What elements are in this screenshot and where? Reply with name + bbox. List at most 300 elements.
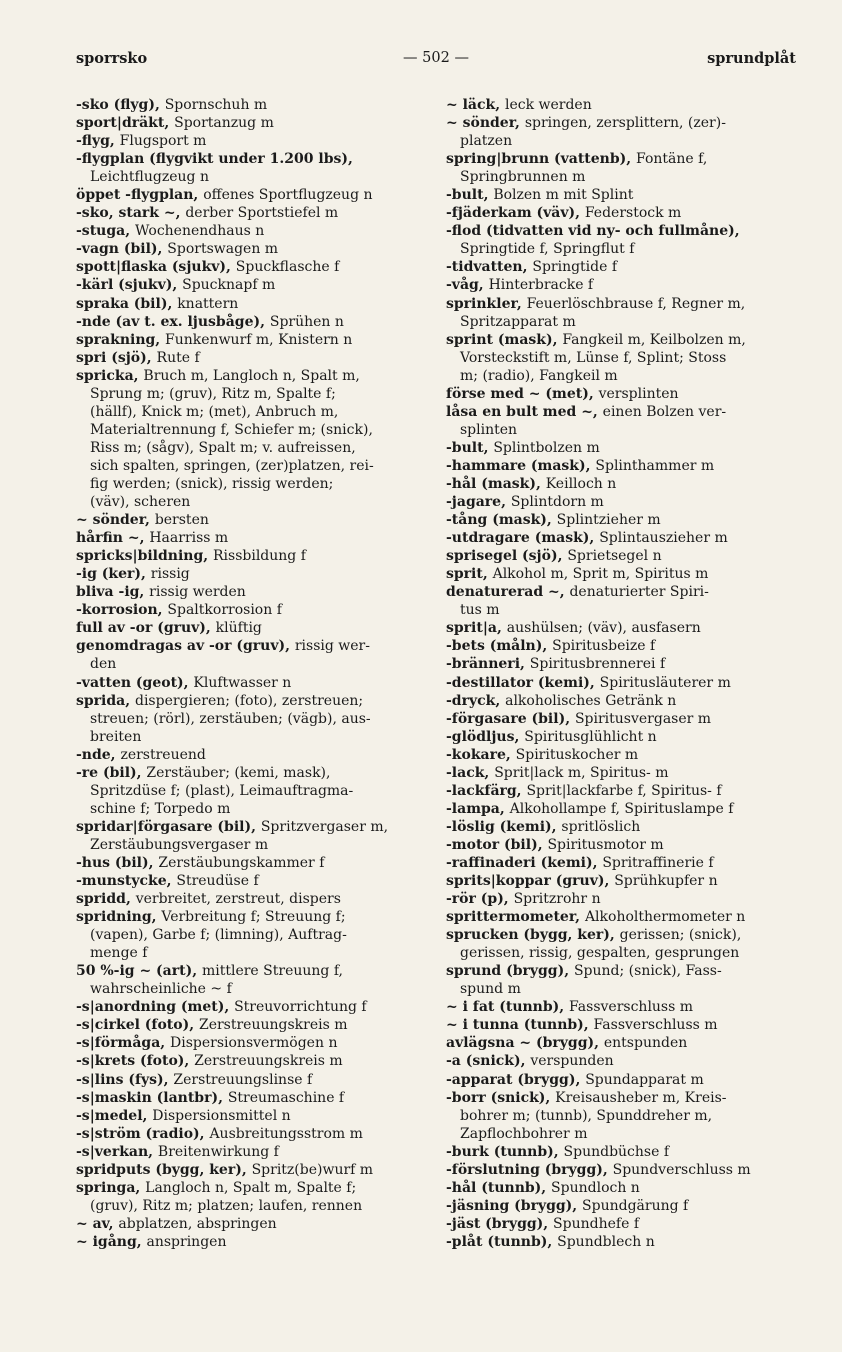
dictionary-line <box>76 168 416 186</box>
translation: splinten <box>460 421 518 438</box>
translation: Sportswagen m <box>167 241 279 258</box>
headword: -fjäderkam (väv), <box>446 205 585 222</box>
translation: Dispersionsmittel n <box>152 1107 291 1124</box>
translation: Zerstäubungsvergaser m <box>90 836 269 853</box>
headword: spri (sjö), <box>76 349 157 366</box>
translation: Wochenendhaus n <box>134 223 265 240</box>
translation: klüftig <box>215 620 262 637</box>
dictionary-line <box>446 331 796 349</box>
headword: ~ läck, <box>446 97 505 113</box>
translation: Sprit|lack m, Spiritus- m <box>494 764 669 781</box>
translation: fig werden; (snick), rissig werden; <box>90 475 334 492</box>
dictionary-line <box>446 674 796 692</box>
headword: sprint (mask), <box>446 331 563 348</box>
headword: -s|krets (foto), <box>76 1053 195 1070</box>
translation: Spund; (snick), Fass- <box>573 963 722 980</box>
translation: Spiritusmotor m <box>547 836 664 853</box>
translation: Haarriss m <box>149 530 229 547</box>
translation: Keilloch n <box>545 475 617 492</box>
translation: Leichtflugzeug n <box>90 169 209 186</box>
headword: -s|lins (fys), <box>76 1071 174 1088</box>
translation: rissig werden <box>149 584 246 601</box>
left-column <box>76 96 416 1251</box>
translation: Riss m; (sågv), Spalt m; v. aufreissen, <box>90 439 356 456</box>
dictionary-line <box>76 782 416 800</box>
headword: -flygplan (flygvikt under 1.200 lbs), <box>76 151 353 168</box>
dictionary-line <box>76 439 416 457</box>
translation: Alkohol m, Sprit m, Spiritus m <box>492 566 709 583</box>
dictionary-line <box>446 96 796 114</box>
translation: Verbreitung f; Streuung f; <box>161 909 346 926</box>
dictionary-line <box>446 1215 796 1233</box>
translation: Spiritusvergaser m <box>574 710 712 727</box>
headword: -munstycke, <box>76 873 177 890</box>
headword: sport|dräkt, <box>76 115 175 132</box>
translation: entspunden <box>603 1035 688 1052</box>
dictionary-line <box>446 1071 796 1089</box>
translation: Alkohollampe f, Spirituslampe f <box>509 800 734 817</box>
translation: Spiritusbrennerei f <box>529 656 666 673</box>
dictionary-line <box>446 601 796 619</box>
translation: schine f; Torpedo m <box>90 800 231 817</box>
dictionary-line <box>446 168 796 186</box>
dictionary-line <box>446 276 796 294</box>
translation: offenes Sportflugzeug n <box>203 187 373 204</box>
dictionary-line <box>446 295 796 313</box>
translation: menge f <box>90 945 148 962</box>
dictionary-line <box>76 240 416 258</box>
translation: Zerstreuungskreis m <box>194 1053 343 1070</box>
headword: -löslig (kemi), <box>446 818 562 835</box>
headword: -tång (mask), <box>446 512 557 529</box>
headword: -bult, <box>446 187 494 204</box>
dictionary-line <box>76 96 416 114</box>
translation: Langloch n, Spalt m, Spalte f; <box>145 1179 357 1196</box>
translation: Splintdorn m <box>510 494 604 511</box>
translation: Fangkeil m, Keilbolzen m, <box>562 331 746 348</box>
translation: Splintbolzen m <box>493 439 600 456</box>
headword: ~ sönder, <box>76 512 155 529</box>
headword: ~ i fat (tunnb), <box>446 999 570 1016</box>
headword: -s|medel, <box>76 1107 153 1124</box>
translation: bersten <box>154 512 209 529</box>
translation: gerissen; (snick), <box>619 927 742 944</box>
translation: Kreisausheber m, Kreis- <box>555 1089 727 1106</box>
translation: Sprietsegel n <box>567 548 662 565</box>
translation: Spundbüchse f <box>563 1143 670 1160</box>
translation: Spundloch n <box>551 1179 640 1196</box>
headword: spridd, <box>76 891 136 908</box>
dictionary-line <box>76 926 416 944</box>
dictionary-line <box>446 313 796 331</box>
dictionary-line <box>446 493 796 511</box>
dictionary-line <box>76 800 416 818</box>
dictionary-line <box>446 692 796 710</box>
dictionary-line <box>76 349 416 367</box>
translation: Ausbreitungsstrom m <box>209 1125 363 1142</box>
headword: -flod (tidvatten vid ny- och fullmåne), <box>446 223 740 240</box>
dictionary-line <box>76 132 416 150</box>
dictionary-line <box>76 1215 416 1233</box>
translation: gerissen, rissig, gespalten, gesprungen <box>460 945 740 962</box>
dictionary-line <box>446 367 796 385</box>
dictionary-line <box>446 854 796 872</box>
translation: Streudüse f <box>176 873 259 890</box>
translation: spund m <box>460 981 521 998</box>
translation: den <box>90 656 117 673</box>
headword: -lampa, <box>446 800 510 817</box>
headword: hårfin ~, <box>76 530 150 547</box>
translation: leck werden <box>504 97 592 113</box>
headword: -jäst (brygg), <box>446 1215 554 1232</box>
headword: genomdragas av -or (gruv), <box>76 638 295 655</box>
headword: spraka (bil), <box>76 295 178 312</box>
headword: -bets (måln), <box>446 638 553 655</box>
translation: tus m <box>460 602 500 619</box>
translation: verspunden <box>530 1053 614 1070</box>
translation: Zapflochbohrer m <box>460 1125 588 1142</box>
translation: Zerstreuungslinse f <box>173 1071 313 1088</box>
headword: sprittermometer, <box>446 909 585 926</box>
dictionary-line <box>446 457 796 475</box>
headword: -s|anordning (met), <box>76 999 235 1016</box>
dictionary-line <box>76 1089 416 1107</box>
headword: -bult, <box>446 439 494 456</box>
dictionary-line <box>76 998 416 1016</box>
translation: Spiritusbeize f <box>552 638 656 655</box>
headword: -bränneri, <box>446 656 530 673</box>
dictionary-line <box>446 1016 796 1034</box>
dictionary-line <box>446 403 796 421</box>
translation: Federstock m <box>584 205 682 222</box>
headword: spricks|bildning, <box>76 548 213 565</box>
dictionary-line <box>446 1052 796 1070</box>
header-right-guideword: sprundplåt <box>707 50 796 67</box>
headword: öppet -flygplan, <box>76 187 204 204</box>
translation: m; (radio), Fangkeil m <box>460 367 618 384</box>
headword: spridning, <box>76 909 162 926</box>
translation: abplatzen, abspringen <box>118 1215 277 1232</box>
dictionary-line <box>76 295 416 313</box>
dictionary-line <box>446 547 796 565</box>
dictionary-line <box>76 872 416 890</box>
dictionary-line <box>446 529 796 547</box>
dictionary-line <box>76 529 416 547</box>
translation: wahrscheinliche ~ f <box>90 981 232 998</box>
headword: -hus (bil), <box>76 854 159 871</box>
headword: -tidvatten, <box>446 259 533 276</box>
dictionary-line <box>446 222 796 240</box>
translation: zerstreuend <box>120 746 206 763</box>
dictionary-line <box>76 854 416 872</box>
dictionary-line <box>76 1125 416 1143</box>
translation: spritlöslich <box>561 818 641 835</box>
translation: Spundverschluss m <box>612 1161 751 1178</box>
translation: Breitenwirkung f <box>157 1143 279 1160</box>
headword: -våg, <box>446 277 489 294</box>
dictionary-line <box>446 619 796 637</box>
dictionary-line <box>446 872 796 890</box>
headword: spring|brunn (vattenb), <box>446 151 637 168</box>
dictionary-line <box>76 565 416 583</box>
dictionary-line <box>76 728 416 746</box>
right-column <box>446 96 796 1251</box>
translation: Bolzen m mit Splint <box>493 187 634 204</box>
headword: spricka, <box>76 367 144 384</box>
dictionary-line <box>76 313 416 331</box>
headword: sprakning, <box>76 331 166 348</box>
headword: -raffinaderi (kemi), <box>446 854 603 871</box>
headword: förse med ~ (met), <box>446 385 599 402</box>
dictionary-line <box>76 583 416 601</box>
translation: Springtide f <box>532 259 618 276</box>
headword: -hammare (mask), <box>446 457 596 474</box>
headword: -lack, <box>446 764 495 781</box>
translation: versplinten <box>598 385 679 402</box>
dictionary-line <box>446 258 796 276</box>
translation: Streuvorrichtung f <box>234 999 367 1016</box>
translation: alkoholisches Getränk n <box>505 692 677 709</box>
translation: Splintzieher m <box>556 512 661 529</box>
dictionary-line <box>76 890 416 908</box>
headword: sprund (brygg), <box>446 963 574 980</box>
translation: Splinthammer m <box>595 457 715 474</box>
headword: -flyg, <box>76 133 120 150</box>
headword: ~ igång, <box>76 1233 147 1250</box>
dictionary-line <box>446 349 796 367</box>
page-number: — 502 — <box>403 50 469 66</box>
dictionary-line <box>76 619 416 637</box>
dictionary-line <box>446 655 796 673</box>
dictionary-line <box>446 186 796 204</box>
translation: streuen; (rörl), zerstäuben; (vägb), aus- <box>90 710 371 727</box>
headword: -destillator (kemi), <box>446 674 600 691</box>
headword: springa, <box>76 1179 146 1196</box>
translation: Spuckflasche f <box>235 259 340 276</box>
dictionary-line <box>76 222 416 240</box>
dictionary-line <box>446 1089 796 1107</box>
dictionary-line <box>76 204 416 222</box>
headword: -s|ström (radio), <box>76 1125 210 1142</box>
headword: -a (snick), <box>446 1053 531 1070</box>
translation: breiten <box>90 728 142 745</box>
headword: sprida, <box>76 692 135 709</box>
headword: låsa en bult med ~, <box>446 403 603 420</box>
translation: Sprühkupfer n <box>614 873 718 890</box>
headword: -hål (mask), <box>446 475 546 492</box>
headword: -s|verkan, <box>76 1143 158 1160</box>
page-header <box>76 50 796 72</box>
dictionary-line <box>76 114 416 132</box>
headword: ~ sönder, <box>446 115 525 132</box>
dictionary-line <box>446 728 796 746</box>
translation: springen, zersplittern, (zer)- <box>524 115 726 132</box>
dictionary-line <box>446 1179 796 1197</box>
translation: Spundhefe f <box>553 1215 639 1232</box>
translation: (väv), scheren <box>90 494 191 511</box>
dictionary-line <box>446 1107 796 1125</box>
dictionary-line <box>76 710 416 728</box>
dictionary-line <box>446 204 796 222</box>
headword: -motor (bil), <box>446 836 548 853</box>
dictionary-line <box>76 637 416 655</box>
translation: rissig <box>150 566 190 583</box>
headword: -plåt (tunnb), <box>446 1233 558 1250</box>
translation: Fontäne f, <box>636 151 708 168</box>
dictionary-line <box>76 1034 416 1052</box>
headword: sprit, <box>446 566 493 583</box>
headword: -glödljus, <box>446 728 525 745</box>
translation: Spaltkorrosion f <box>167 602 282 619</box>
headword: bliva -ig, <box>76 584 150 601</box>
translation: Spiritusläuterer m <box>599 674 731 691</box>
dictionary-line <box>446 1197 796 1215</box>
translation: einen Bolzen ver- <box>602 403 727 420</box>
dictionary-line <box>76 601 416 619</box>
translation: rissig wer- <box>294 638 370 655</box>
dictionary-line <box>76 1071 416 1089</box>
headword: -re (bil), <box>76 764 147 781</box>
dictionary-line <box>446 1143 796 1161</box>
dictionary-line <box>446 637 796 655</box>
headword: sprits|koppar (gruv), <box>446 873 615 890</box>
headword: -kärl (sjukv), <box>76 277 183 294</box>
translation: Materialtrennung f, Schiefer m; (snick), <box>90 421 373 438</box>
header-left-guideword: sporrsko <box>76 50 148 67</box>
headword: -sko (flyg), <box>76 97 165 113</box>
headword: -stuga, <box>76 223 135 240</box>
translation: Kluftwasser n <box>193 674 292 691</box>
headword: -hål (tunnb), <box>446 1179 552 1196</box>
translation: verbreitet, zerstreut, dispers <box>135 891 341 908</box>
headword: avlägsna ~ (brygg), <box>446 1035 604 1052</box>
dictionary-line <box>76 674 416 692</box>
dictionary-line <box>76 493 416 511</box>
translation: sich spalten, springen, (zer)platzen, rei- <box>90 457 374 474</box>
translation: Spritzrohr n <box>513 891 601 908</box>
dictionary-line <box>76 836 416 854</box>
translation: dispergieren; (foto), zerstreuen; <box>134 692 364 709</box>
dictionary-line <box>76 908 416 926</box>
translation: Spundapparat m <box>585 1071 704 1088</box>
headword: sprit|a, <box>446 620 507 637</box>
translation: knattern <box>177 295 239 312</box>
dictionary-line <box>76 276 416 294</box>
translation: Dispersionsvermögen n <box>170 1035 338 1052</box>
translation: mittlere Streuung f, <box>201 963 343 980</box>
headword: full av -or (gruv), <box>76 620 216 637</box>
headword: denaturerad ~, <box>446 584 570 601</box>
translation: Zerstreuungskreis m <box>198 1017 348 1034</box>
headword: -lackfärg, <box>446 782 527 799</box>
headword: -förslutning (brygg), <box>446 1161 613 1178</box>
dictionary-line <box>446 132 796 150</box>
dictionary-line <box>446 980 796 998</box>
dictionary-line <box>446 926 796 944</box>
dictionary-line <box>76 1197 416 1215</box>
translation: Fassverschluss m <box>569 999 694 1016</box>
translation: anspringen <box>146 1233 227 1250</box>
dictionary-line <box>446 764 796 782</box>
translation: Zerstäuber; (kemi, mask), <box>146 764 331 781</box>
translation: Rute f <box>156 349 200 366</box>
translation: Spornschuh m <box>164 97 268 113</box>
translation: Zerstäubungskammer f <box>158 854 325 871</box>
headword: -rör (p), <box>446 891 514 908</box>
translation: denaturierter Spiri- <box>569 584 709 601</box>
headword: -s|förmåga, <box>76 1035 171 1052</box>
translation: Feuerlöschbrause f, Regner m, <box>526 295 746 312</box>
headword: -jäsning (brygg), <box>446 1197 583 1214</box>
headword: -borr (snick), <box>446 1089 556 1106</box>
dictionary-line <box>76 547 416 565</box>
dictionary-line <box>446 1034 796 1052</box>
translation: Hinterbracke f <box>488 277 594 294</box>
dictionary-line <box>446 439 796 457</box>
translation: derber Sportstiefel m <box>185 205 339 222</box>
headword: -vatten (geot), <box>76 674 194 691</box>
dictionary-line <box>446 511 796 529</box>
dictionary-line <box>446 818 796 836</box>
dictionary-line <box>446 908 796 926</box>
dictionary-line <box>76 1161 416 1179</box>
translation: Bruch m, Langloch n, Spalt m, <box>143 367 360 384</box>
translation: Rissbildung f <box>213 548 306 565</box>
translation: (gruv), Ritz m; platzen; laufen, rennen <box>90 1197 363 1214</box>
headword: -sko, stark ~, <box>76 205 186 222</box>
dictionary-line <box>76 1107 416 1125</box>
translation: Spritz(be)wurf m <box>251 1161 374 1178</box>
dictionary-line <box>76 421 416 439</box>
dictionary-line <box>76 511 416 529</box>
translation: Springbrunnen m <box>460 169 586 186</box>
translation: Springtide f, Springflut f <box>460 241 635 258</box>
translation: Spritraffinerie f <box>602 854 714 871</box>
dictionary-line <box>76 331 416 349</box>
translation: bohrer m; (tunnb), Spunddreher m, <box>460 1107 713 1124</box>
dictionary-line <box>446 1125 796 1143</box>
translation: Sprit|lackfarbe f, Spiritus- f <box>526 782 722 799</box>
headword: -kokare, <box>446 746 516 763</box>
dictionary-line <box>76 457 416 475</box>
dictionary-line <box>76 1233 416 1251</box>
translation: Streumaschine f <box>227 1089 345 1106</box>
headword: -korrosion, <box>76 602 168 619</box>
headword: sprinkler, <box>446 295 527 312</box>
headword: -burk (tunnb), <box>446 1143 564 1160</box>
translation: Spiritusglühlicht n <box>524 728 657 745</box>
headword: -apparat (brygg), <box>446 1071 586 1088</box>
translation: Spirituskocher m <box>515 746 639 763</box>
dictionary-line <box>446 240 796 258</box>
translation: Alkoholthermometer n <box>584 909 746 926</box>
headword: -jagare, <box>446 494 511 511</box>
dictionary-line <box>446 1161 796 1179</box>
dictionary-line <box>76 1143 416 1161</box>
dictionary-line <box>446 890 796 908</box>
headword: -s|maskin (lantbr), <box>76 1089 228 1106</box>
dictionary-line <box>446 998 796 1016</box>
dictionary-line <box>76 150 416 168</box>
translation: Spritzdüse f; (plast), Leimauftragma- <box>90 782 354 799</box>
headword: sprisegel (sjö), <box>446 548 568 565</box>
dictionary-line <box>76 258 416 276</box>
translation: (vapen), Garbe f; (limning), Auftrag- <box>90 927 347 944</box>
headword: sprucken (bygg, ker), <box>446 927 620 944</box>
dictionary-line <box>76 367 416 385</box>
dictionary-line <box>446 150 796 168</box>
dictionary-line <box>446 746 796 764</box>
